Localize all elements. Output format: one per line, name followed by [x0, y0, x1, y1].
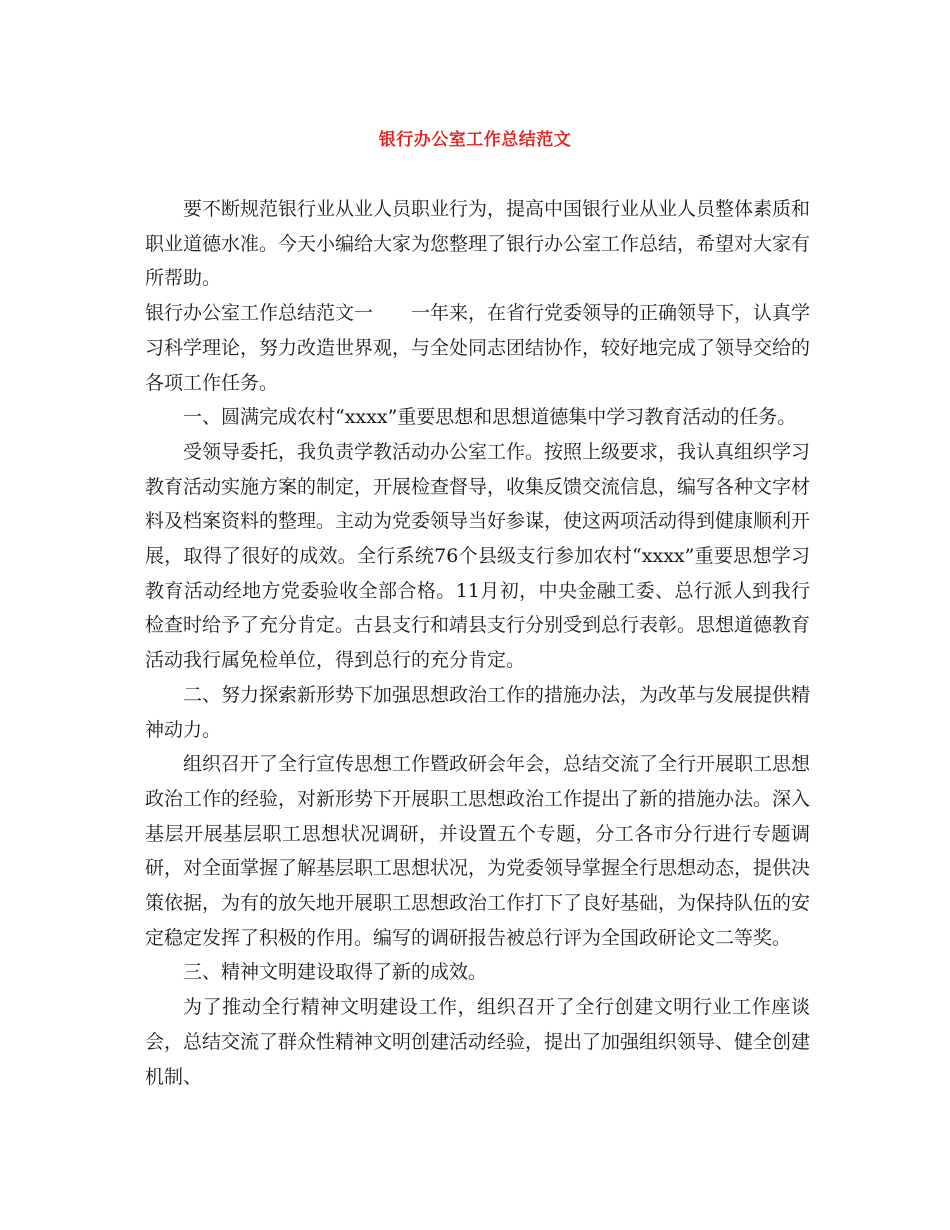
document-body	[145, 192, 810, 1094]
paragraph-body-three: 为了推动全行精神文明建设工作，组织召开了全行创建文明行业工作座谈会，总结交流了群众性精神文明创建活动经验，提出了加强组织领导、健全创建机制、	[145, 996, 811, 1088]
document-title: 银行办公室工作总结范文	[378, 130, 572, 150]
paragraph-heading-one: 一、圆满完成农村“xxxx”重要思想和思想道德集中学习教育活动的任务。	[183, 406, 797, 429]
paragraph-heading-three: 三、精神文明建设取得了新的成效。	[183, 961, 488, 984]
paragraph-section-opening: 银行办公室工作总结范文一 一年来，在省行党委领导的正确领导下，认真学习科学理论，努力改造世界观，与全处同志团结协作，较好地完成了领导交给的各项工作任务。	[145, 302, 811, 394]
paragraph-body-one: 受领导委托，我负责学教活动办公室工作。按照上级要求，我认真组织学习教育活动实施方案的制定，开展检查督导，收集反馈交流信息，编写各种文字材料及档案资料的整理。主动为党委领导当好参谋，使这两项活动得到健康顺利开展，取得了很好的成效。全行系统76个县级支行参加农村“xxxx”重要思想学习教育活动经地方党委验收全部合格。11月初，中央金融工委、总行派人到我行检查时给予了充分肯定。古县支行和靖县支行分别受到总行表彰。思想道德教育活动我行属免检单位，得到总行的充分肯定。	[145, 440, 811, 672]
paragraph-heading-two: 二、努力探索新形势下加强思想政治工作的措施办法，为改革与发展提供精神动力。	[145, 683, 811, 741]
paragraph-intro: 要不断规范银行业从业人员职业行为，提高中国银行业从业人员整体素质和职业道德水准。今天小编给大家为您整理了银行办公室工作总结，希望对大家有所帮助。	[145, 198, 811, 290]
paragraph-body-two: 组织召开了全行宣传思想工作暨政研会年会，总结交流了全行开展职工思想政治工作的经验，对新形势下开展职工思想政治工作提出了新的措施办法。深入基层开展基层职工思想状况调研，并设置五个专题，分工各市分行进行专题调研，对全面掌握了解基层职工思想状况，为党委领导掌握全行思想动态，提供决策依据，为有的放矢地开展职工思想政治工作打下了良好基础，为保持队伍的安定稳定发挥了积极的作用。编写的调研报告被总行评为全国政研论文二等奖。	[145, 753, 811, 949]
